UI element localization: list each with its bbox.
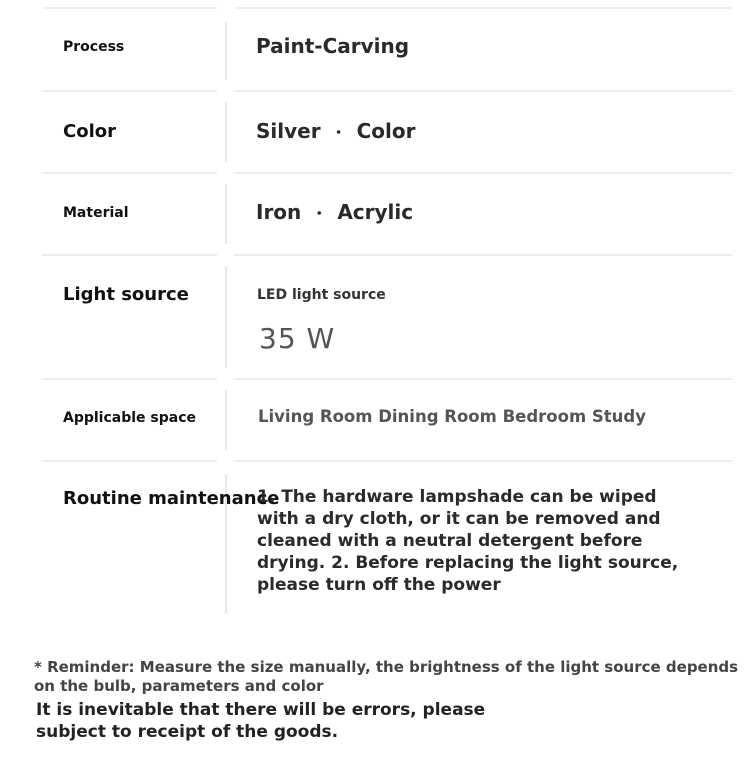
material-label: Material [63, 205, 129, 221]
column-divider [225, 22, 227, 80]
separator-dot: ・ [311, 204, 328, 223]
wattage-value: 35 W [259, 322, 336, 355]
row-divider [234, 378, 732, 380]
routine-maintenance-label: Routine maintenance [63, 488, 280, 509]
reminder-note: * Reminder: Measure the size manually, the brightness of the light source depends on the bulb, parameters and color [34, 658, 739, 695]
row-divider [42, 460, 217, 462]
row-divider [42, 254, 217, 256]
color-value [256, 119, 416, 143]
color-value-2: Color [356, 119, 416, 143]
material-value-2: Acrylic [337, 200, 414, 224]
row-divider [42, 90, 217, 92]
row-divider [234, 254, 732, 256]
applicable-space-label: Applicable space [63, 410, 197, 426]
row-divider [234, 7, 732, 9]
applicable-space-value: Living Room Dining Room Bedroom Study [258, 407, 646, 426]
routine-maintenance-value: 1. The hardware lampshade can be wiped with a dry cloth, or it can be removed and cleaned with a neutral detergent before drying. 2. Before replacing the light source, please turn off the power [257, 487, 679, 595]
row-divider [234, 90, 732, 92]
separator-dot: ・ [330, 123, 347, 142]
light-source-label: Light source [63, 284, 189, 305]
color-label: Color [63, 121, 116, 142]
row-divider [234, 460, 732, 462]
row-divider [42, 7, 217, 9]
disclaimer-note: It is inevitable that there will be errors, please subject to receipt of the goods. [36, 700, 486, 742]
column-divider [225, 390, 227, 450]
column-divider [225, 102, 227, 162]
color-value-1: Silver [256, 119, 321, 143]
row-divider [234, 172, 732, 174]
row-divider [42, 378, 217, 380]
process-label: Process [63, 39, 125, 55]
column-divider [225, 184, 227, 244]
column-divider [225, 266, 227, 368]
material-value-1: Iron [256, 200, 302, 224]
light-source-value: LED light source [257, 287, 386, 303]
row-divider [42, 172, 217, 174]
material-value [256, 200, 413, 224]
process-value: Paint-Carving [256, 34, 410, 58]
